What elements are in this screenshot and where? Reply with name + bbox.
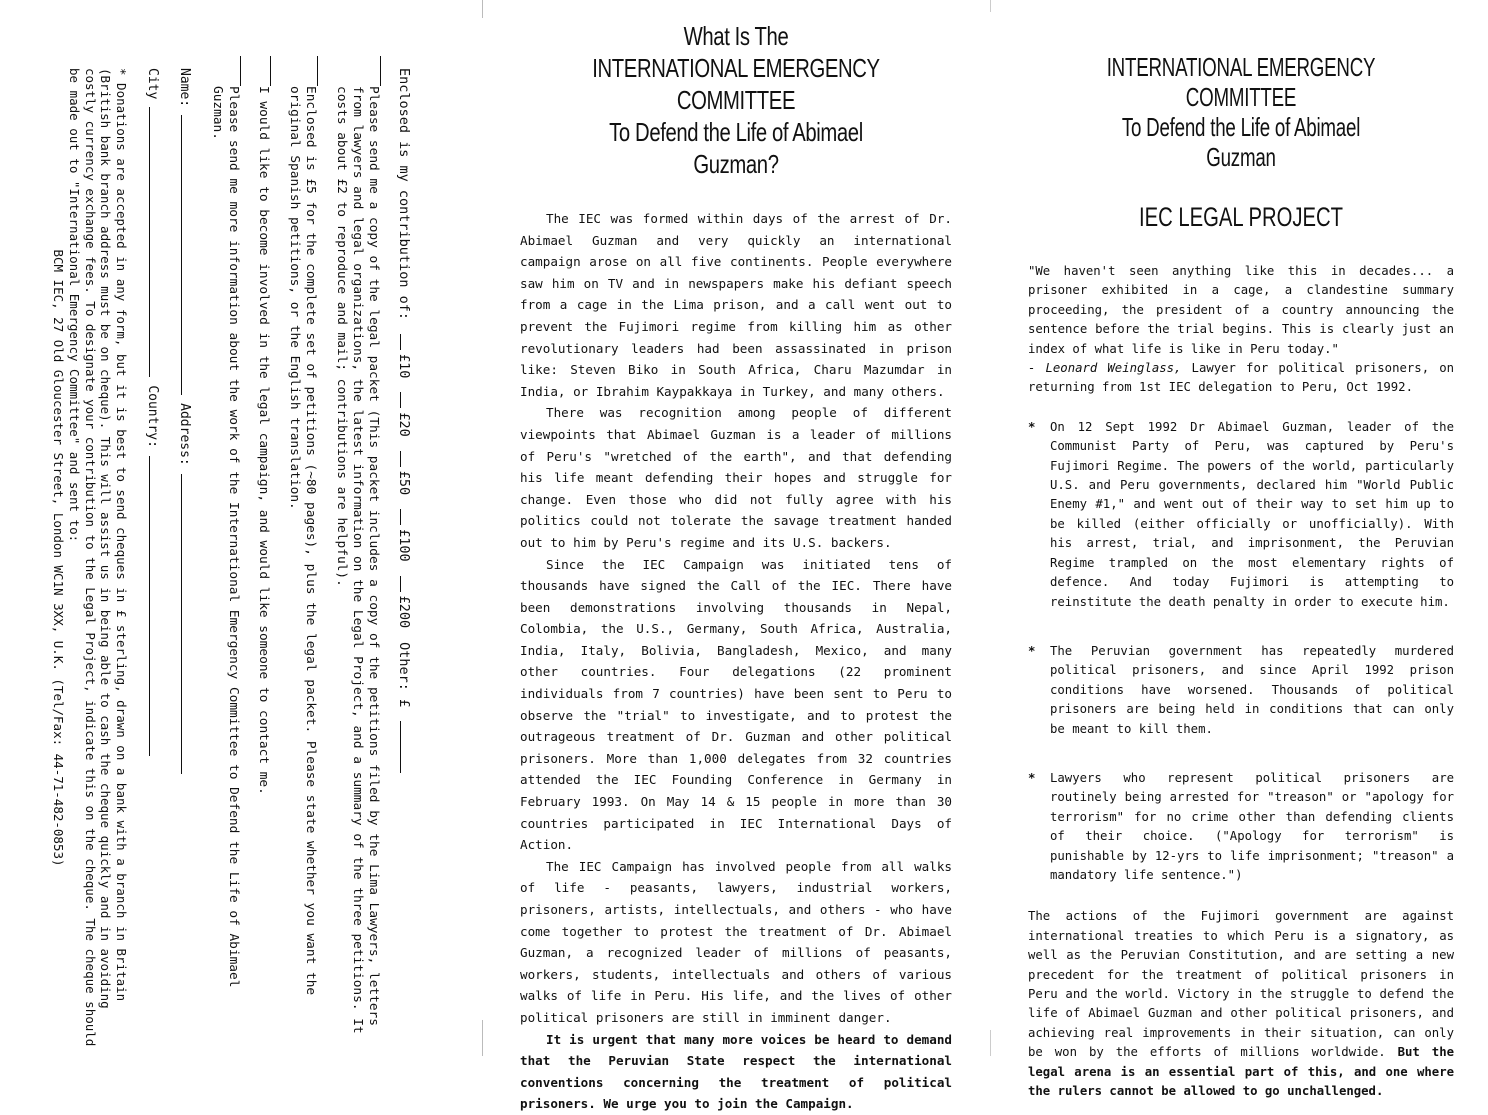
- title-line-1: What Is The: [683, 21, 789, 51]
- address-field[interactable]: [181, 474, 192, 774]
- name-address-row: [176, 68, 193, 1048]
- petitions-text: Enclosed is £5 for the complete set of petitions (~80 pages), plus the legal packet. Please state whether you want the original Spanish petitions, or the English translation.: [286, 86, 319, 996]
- country-field[interactable]: [149, 456, 160, 756]
- amount-option-20[interactable]: £20: [396, 392, 413, 436]
- title-line-1: INTERNATIONAL EMERGENCY COMMITTEE: [1106, 52, 1376, 112]
- checkbox-line[interactable]: [285, 68, 318, 86]
- name-field[interactable]: [181, 115, 192, 395]
- weinglass-quote: [1028, 262, 1454, 398]
- quote-author: - Leonard Weinglass,: [1028, 361, 1182, 376]
- name-label: Name:: [177, 68, 193, 108]
- info-text: Please send me more information about the work of the International Emergency Committee to Defend the Life of Abimael Guzman.: [209, 86, 242, 988]
- paragraph: The IEC Campaign has involved people from all walks of life - peasants, lawyers, industrial workers, prisoners, artists, intellectuals, and others - who have come together to protest the treatment of Dr. Abimael Guzman, a recognized leader of millions of peasants, workers, students, intellectuals and others of various walks of life in Peru. His life, and the lives of other political prisoners are still in imminent danger.: [520, 858, 952, 1025]
- asterisk-icon: *: [1028, 770, 1036, 785]
- amount-option-50[interactable]: £50: [396, 451, 413, 495]
- city-field[interactable]: [149, 107, 160, 377]
- amount-option-200[interactable]: £200: [396, 576, 413, 629]
- asterisk-icon: *: [1028, 419, 1036, 434]
- contribution-label: Enclosed is my contribution of:: [396, 68, 412, 320]
- country-label: Country:: [144, 385, 160, 448]
- donation-note: * Donations are accepted in any form, but it is best to send cheques in £ sterling, drawn on a bank with a branch in Britain (British bank branch address must be on cheque). This will assist us in being able to cash the cheque quickly and in avoiding costly currency exchange fees. To designate your contribution to the Legal Project, indicate this on the cheque. The cheque should be made out to "International Emergency Committee" and sent to:: [66, 68, 130, 1047]
- mailing-address: BCM IEC, 27 Old Gloucester Street, London WC1N 3XX, U.K. (Tel/Fax: 44-71-482-0853): [51, 249, 67, 867]
- amount-option-100[interactable]: £100: [396, 509, 413, 562]
- what-is-iec-title: [568, 20, 905, 180]
- paragraph: Since the IEC Campaign was initiated tens of thousands have signed the Call of the IEC. There have been demonstrations involving thousands in Nepal, Colombia, the U.S., Germany, South Africa, Australia, India, Italy, Bolivia, Bangladesh, Mexico, and many other countries. Four delegations (22 prominent individuals from 7 countries) have been sent to Peru to observe the "trial" to investigate, and to protest the outrageous treatment of Dr. Guzman and other political prisoners. More than 1,000 delegates from 32 countries attended the IEC Founding Conference in Germany in February 1993. On May 14 & 15 people in more than 30 countries participated in IEC International Days of Action.: [520, 556, 952, 853]
- address-label: Address:: [177, 403, 193, 466]
- title-line-2: To Defend the Life of Abimael Guzman: [1121, 112, 1361, 172]
- quote-attribution: Lawyer for political prisoners, on returning from 1st IEC delegation to Peru, Oct 1992.: [1028, 361, 1454, 395]
- amount-option-10[interactable]: £10: [396, 334, 413, 378]
- paragraph: There was recognition among people of different viewpoints that Abimael Guzman is a leader of millions of Peru's "wretched of the earth", and that defending his life meant defending their hopes and struggle for change. Even those who did not fully agree with his politics could not tolerate the savage treatment handed out to him by Peru's regime and its U.S. backers.: [520, 405, 952, 550]
- paragraph: The IEC was formed within days of the arrest of Dr. Abimael Guzman and very quickly an international campaign arose on all five continents. People everywhere saw him on TV and in newspapers make his defiant speech from a cage in the Lima prison, and a call went out to prevent the Fujimori regime from killing him as other revolutionary leaders had been assassinated in prison like: Steven Biko in South Africa, Charu Mazumdar in India, or Ibrahim Kaypakkaya in Turkey, and many others.: [520, 211, 952, 399]
- contribution-form: [50, 68, 412, 1048]
- quote-text: "We haven't seen anything like this in decades... a prisoner exhibited in a cage, a clandestine summary proceeding, the president of a country announcing the sentence before the trial begins. This is clearly just an index of what life is like in Peru today.": [1028, 264, 1454, 356]
- fold-line-right: [990, 0, 991, 1056]
- closing-paragraph: The actions of the Fujimori government are against international treaties to which Peru is a signatory, as well as the Peruvian Constitution, and are setting a new precedent for the treatment of political prisoners in Peru and the world. Victory in the struggle to defend the life of Abimael Guzman and other political prisoners, and achieving real improvements in their situation, can only be won by the efforts of millions worldwide. But the legal arena is an essential part of this, and one where the rulers cannot be allowed to go unchallenged.: [1028, 909, 1454, 1099]
- asterisk-icon: *: [1028, 643, 1036, 658]
- list-item: * The Peruvian government has repeatedly murdered political prisoners, and since April 1992 prison conditions have worsened. Thousands of political prisoners are being held in conditions that can only be meant to kill them.: [1028, 642, 1454, 739]
- contribution-form-panel: [0, 0, 480, 1056]
- involved-text: I would like to become involved in the legal campaign, and would like someone to contact me.: [256, 86, 272, 795]
- what-is-iec-body: [520, 208, 952, 1115]
- city-label: City: [144, 68, 160, 100]
- checkbox-line[interactable]: [255, 68, 271, 86]
- legal-packet-text: Please send me a copy of the legal packet (This packet includes a copy of the petitions filed by the Lima Lawyers, letters from lawyers and legal organizations, the latest information on the Legal Project, and a summary of the three petitions. It costs about £2 to reproduce and mail; contributions are helpful).: [333, 86, 382, 1034]
- bullet-list: [1028, 418, 1454, 886]
- what-is-iec-panel: [520, 20, 952, 1115]
- list-item: * On 12 Sept 1992 Dr Abimael Guzman, leader of the Communist Party of Peru, was captured by Peru's Fujimori Regime. The powers of the world, particularly U.S. and Peru governments, declared him "World Public Enemy #1," and went out of their way to set him up to be killed (either officially or unofficially). With his arrest, trial, and imprisonment, the Peruvian Regime trampled on the most elementary rights of defence. And today Fujimori is attempting to reinstitute the death penalty in order to execute him.: [1028, 418, 1454, 612]
- info-option[interactable]: [208, 68, 241, 1048]
- title-line-3: To Defend the Life of Abimael Guzman?: [609, 117, 863, 179]
- city-country-row: [143, 68, 160, 1048]
- other-amount-field[interactable]: [400, 721, 411, 773]
- call-to-action: It is urgent that many more voices be heard to demand that the Peruvian State respect the international conventions concerning the treatment of political prisoners. We urge you to join the Campaign.: [520, 1031, 952, 1112]
- involved-option[interactable]: [255, 68, 271, 1048]
- legal-project-panel: [1028, 52, 1454, 1101]
- checkbox-line[interactable]: [208, 68, 241, 86]
- list-item: * Lawyers who represent political prisoners are routinely being arrested for "treason" or "apology for terrorism" for no crime other than defending clients of their choice. ("Apology for terrorism" is punishable by 12-yrs to life imprisonment; "treason" a mandatory life sentence."): [1028, 769, 1454, 885]
- contribution-amount-row: [396, 68, 413, 1048]
- legal-packet-option[interactable]: [332, 68, 381, 1048]
- legal-project-heading: IEC LEGAL PROJECT: [1138, 202, 1344, 232]
- fold-line-left: [482, 0, 483, 1056]
- other-amount-label: Other: £: [396, 642, 412, 708]
- title-line-2: INTERNATIONAL EMERGENCY COMMITTEE: [592, 53, 880, 115]
- committee-title: [1088, 52, 1395, 172]
- petitions-option[interactable]: [285, 68, 318, 1048]
- checkbox-line[interactable]: [332, 68, 381, 86]
